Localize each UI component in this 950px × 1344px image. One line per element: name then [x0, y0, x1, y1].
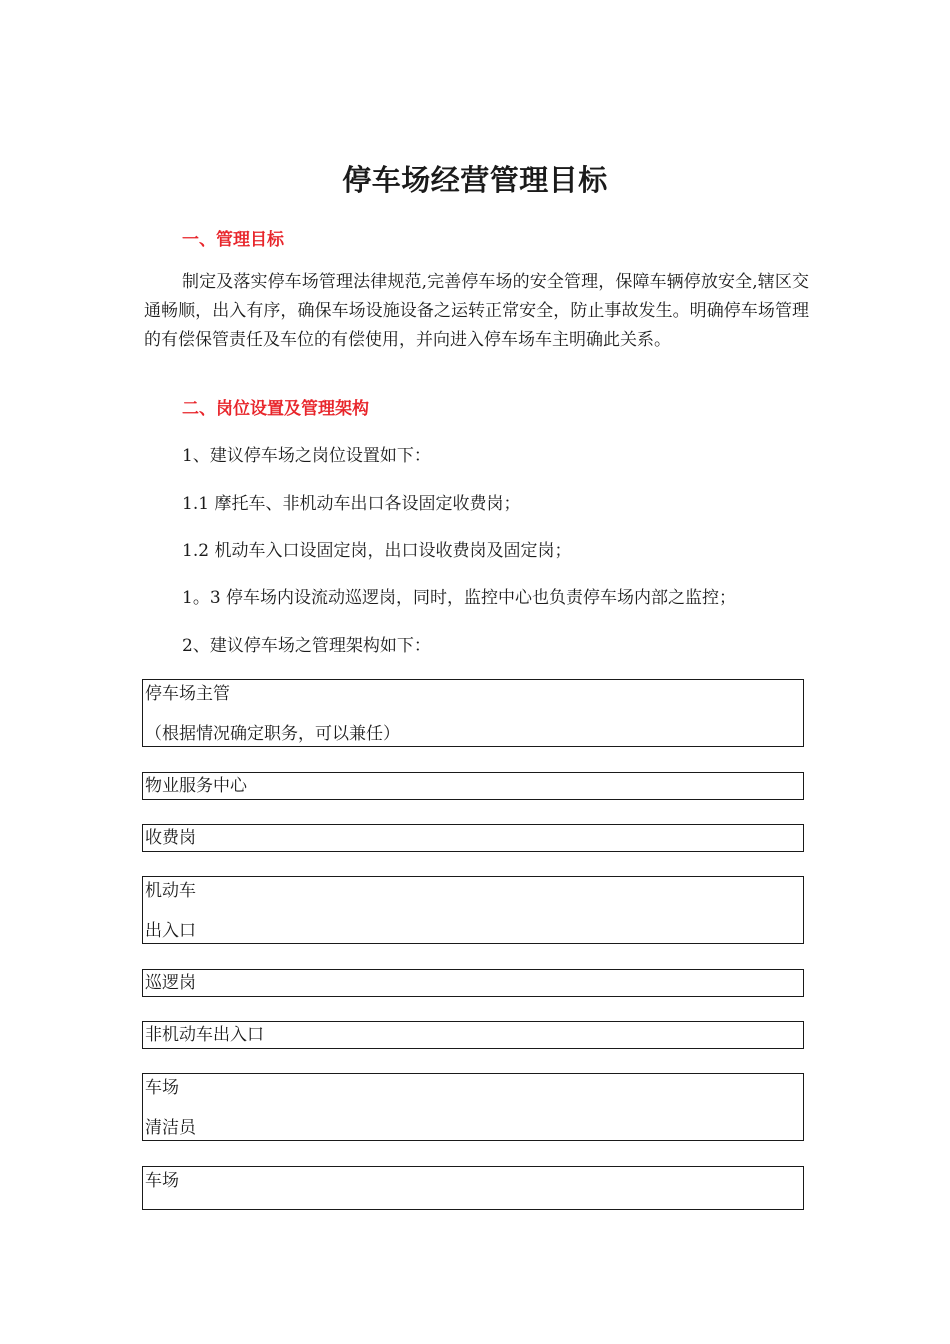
org-box-line: 出入口: [145, 921, 196, 941]
org-box-patrol-post: [142, 969, 804, 997]
org-box-line: （根据情况确定职务，可以兼任）: [145, 724, 400, 744]
org-box-line: 收费岗: [145, 828, 196, 848]
org-box-line: 巡逻岗: [145, 973, 196, 993]
post-setup-item: 2、建议停车场之管理架构如下：: [182, 636, 431, 656]
post-setup-item: 1.2 机动车入口设固定岗，出口设收费岗及固定岗；: [182, 541, 572, 561]
org-box-line: 机动车: [145, 881, 196, 901]
org-box-parking-supervisor: [142, 679, 804, 747]
post-setup-item: 1。3 停车场内设流动巡逻岗，同时，监控中心也负责停车场内部之监控；: [182, 588, 737, 608]
org-box-parking: [142, 1166, 804, 1210]
org-box-line: 物业服务中心: [145, 776, 247, 796]
org-box-property-service-center: [142, 772, 804, 800]
section-heading-management-goals: 一、管理目标: [182, 230, 284, 250]
org-box-line: 停车场主管: [145, 684, 230, 704]
section-heading-post-structure: 二、岗位设置及管理架构: [182, 399, 369, 419]
org-box-line: 车场: [145, 1078, 179, 1098]
org-box-parking-cleaner: [142, 1073, 804, 1141]
management-goals-paragraph: 制定及落实停车场管理法律规范,完善停车场的安全管理，保障车辆停放安全,辖区交通畅顺，出入有序，确保车场设施设备之运转正常安全，防止事故发生。明确停车场管理的有偿保管责任及车位的有偿使用，并向进入停车场车主明确此关系。: [144, 272, 809, 350]
org-box-motor-vehicle-gate: [142, 876, 804, 944]
org-box-non-motor-gate: [142, 1021, 804, 1049]
org-box-line: 清洁员: [145, 1118, 196, 1138]
org-box-toll-post: [142, 824, 804, 852]
org-box-line: 非机动车出入口: [145, 1025, 264, 1045]
page-title: 停车场经营管理目标: [342, 163, 608, 197]
post-setup-item: 1、建议停车场之岗位设置如下：: [182, 446, 431, 466]
post-setup-item: 1.1 摩托车、非机动车出口各设固定收费岗；: [182, 494, 521, 514]
org-box-line: 车场: [145, 1171, 179, 1191]
